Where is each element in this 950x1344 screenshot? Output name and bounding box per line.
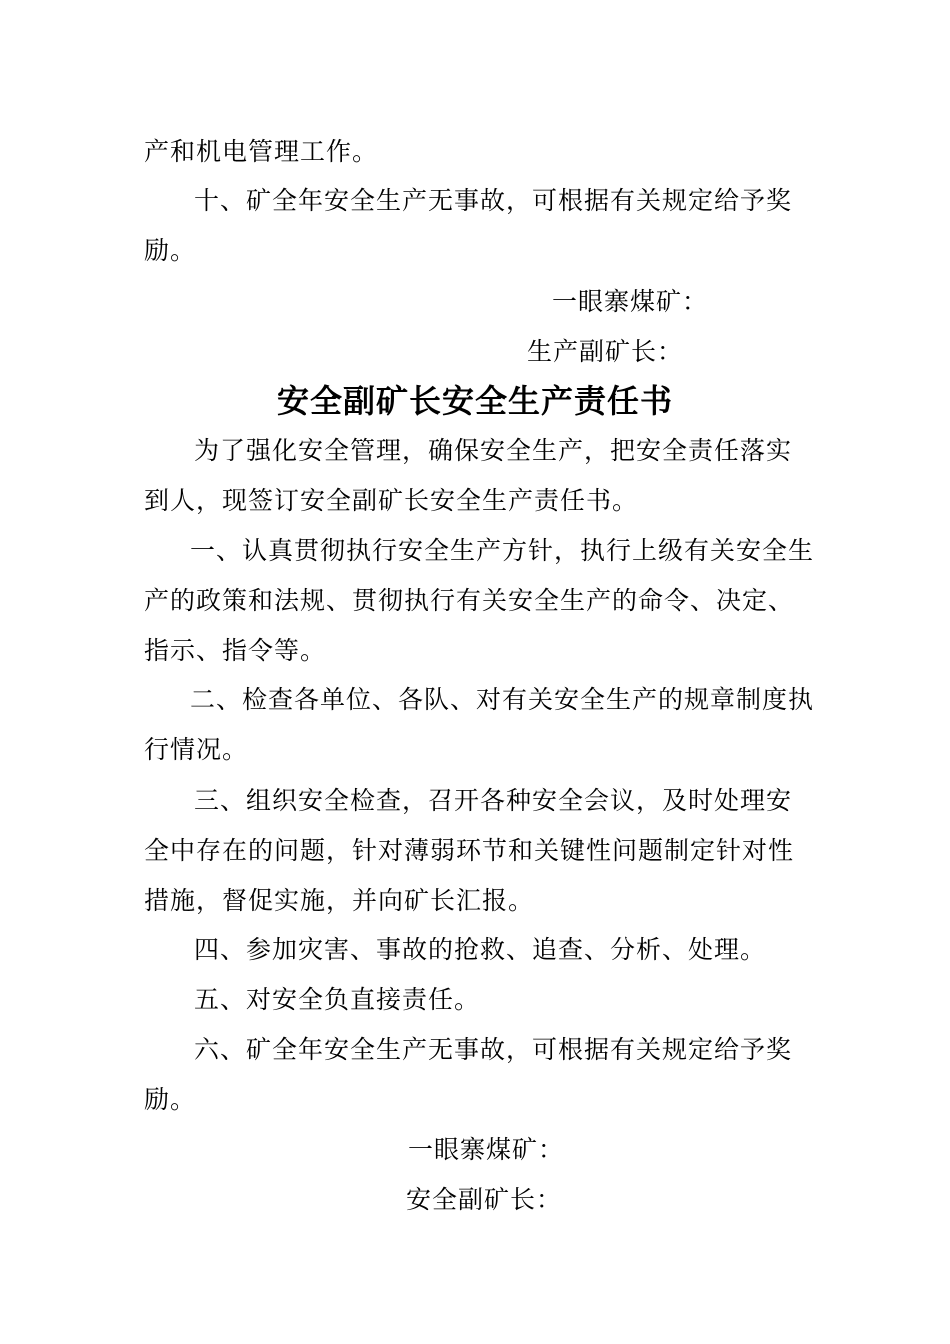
text-line: 六、矿全年安全生产无事故，可根据有关规定给予奖 (194, 1035, 793, 1064)
text-line: 励。 (144, 236, 197, 265)
text-line: 十、矿全年安全生产无事故，可根据有关规定给予奖 (194, 186, 793, 215)
text-line: 指示、指令等。 (144, 636, 327, 665)
text-line: 四、参加灾害、事故的抢救、追查、分析、处理。 (194, 935, 767, 964)
signature-role: 安全副矿长： (406, 1185, 563, 1214)
text-line: 到人，现签订安全副矿长安全生产责任书。 (144, 486, 639, 515)
text-line: 五、对安全负直接责任。 (194, 985, 481, 1014)
text-line: 产的政策和法规、贯彻执行有关安全生产的命令、决定、 (144, 586, 795, 615)
text-line: 一、认真贯彻执行安全生产方针，执行上级有关安全生 (190, 536, 815, 565)
text-line: 产和机电管理工作。 (144, 137, 379, 166)
text-line: 为了强化安全管理，确保安全生产，把安全责任落实 (194, 436, 793, 465)
signature-mine: 一眼寨煤矿： (408, 1135, 565, 1164)
signature-mine: 一眼寨煤矿： (552, 287, 709, 316)
text-line: 全中存在的问题，针对薄弱环节和关键性问题制定针对性 (144, 836, 795, 865)
document-title: 安全副矿长安全生产责任书 (276, 382, 673, 420)
text-line: 励。 (144, 1085, 197, 1114)
signature-role: 生产副矿长： (527, 337, 684, 366)
text-line: 三、组织安全检查，召开各种安全会议，及时处理安 (194, 786, 793, 815)
text-line: 二、检查各单位、各队、对有关安全生产的规章制度执 (190, 685, 815, 714)
text-line: 行情况。 (144, 735, 249, 764)
text-line: 措施，督促实施，并向矿长汇报。 (144, 886, 535, 915)
